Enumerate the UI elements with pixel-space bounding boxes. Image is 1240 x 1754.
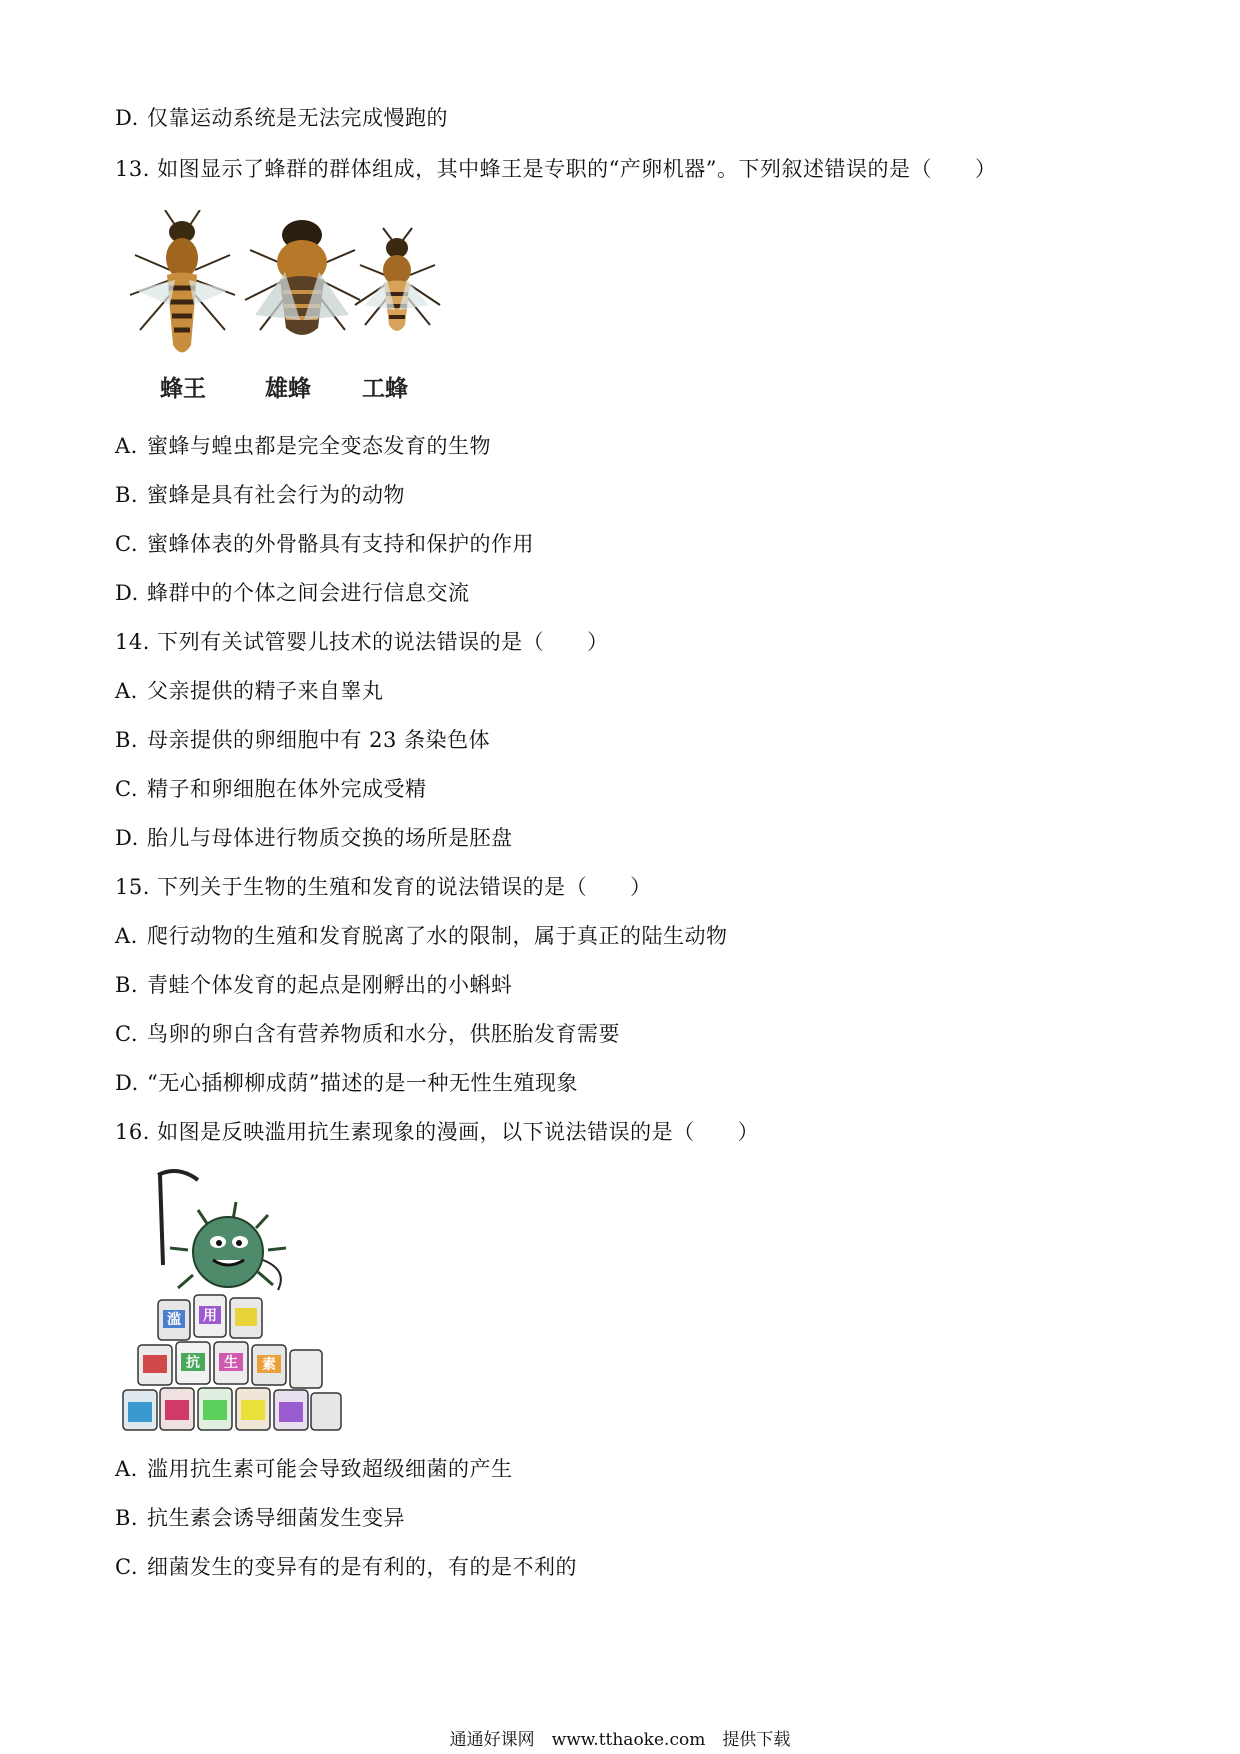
option-letter: B. (115, 1506, 139, 1530)
option-text: 父亲提供的精子来自睾丸 (147, 679, 384, 703)
option-letter: C. (115, 1022, 138, 1046)
cartoon-char-kang: 抗 (186, 1355, 200, 1371)
option-text: 蜂群中的个体之间会进行信息交流 (147, 581, 470, 605)
option-letter: A. (115, 434, 138, 458)
queen-bee-image (130, 210, 235, 353)
q16-option-c (115, 1553, 577, 1581)
q14-option-d (115, 824, 513, 852)
option-letter: D. (115, 581, 139, 605)
q14-option-b (115, 726, 490, 754)
cartoon-char-lan: 滥 (167, 1312, 181, 1328)
bee-colony-figure (115, 210, 475, 410)
queen-bee-label: 蜂王 (160, 376, 206, 402)
q13-option-a (115, 432, 491, 460)
question-14-stem: 14. 下列有关试管婴儿技术的说法错误的是（ ） (115, 630, 609, 654)
option-text: 仅靠运动系统是无法完成慢跑的 (147, 106, 448, 130)
option-text: 蜜蜂与蝗虫都是完全变态发育的生物 (147, 434, 491, 458)
worker-bee-label: 工蜂 (362, 376, 408, 402)
option-text: 胎儿与母体进行物质交换的场所是胚盘 (147, 826, 513, 850)
option-letter: C. (115, 777, 138, 801)
option-letter: C. (115, 532, 138, 556)
q15-option-d (115, 1069, 578, 1097)
option-letter: A. (115, 1457, 138, 1481)
q16-option-a (115, 1455, 513, 1483)
option-text: 精子和卵细胞在体外完成受精 (147, 777, 427, 801)
option-d (115, 104, 448, 132)
cartoon-char-yong: 用 (203, 1308, 217, 1324)
drone-bee-label: 雄蜂 (265, 376, 311, 402)
q14-option-c (115, 775, 427, 803)
question-16-stem: 16. 如图是反映滥用抗生素现象的漫画，以下说法错误的是（ ） (115, 1120, 760, 1144)
question-15-stem: 15. 下列关于生物的生殖和发育的说法错误的是（ ） (115, 875, 652, 899)
cartoon-char-sheng: 生 (224, 1355, 238, 1371)
option-letter: D. (115, 826, 139, 850)
option-text: 母亲提供的卵细胞中有 23 条染色体 (147, 728, 491, 752)
option-letter: B. (115, 973, 139, 997)
option-text: 鸟卵的卵白含有营养物质和水分，供胚胎发育需要 (147, 1022, 620, 1046)
option-letter: B. (115, 483, 139, 507)
option-letter: B. (115, 728, 139, 752)
antibiotic-cartoon-image (118, 1160, 348, 1435)
q15-option-c (115, 1020, 620, 1048)
q16-option-b (115, 1504, 405, 1532)
q13-option-b (115, 481, 405, 509)
q13-option-c (115, 530, 534, 558)
option-text: 细菌发生的变异有的是有利的，有的是不利的 (147, 1555, 577, 1579)
q13-option-d (115, 579, 470, 607)
option-letter: D. (115, 1071, 139, 1095)
option-text: 青蛙个体发育的起点是刚孵出的小蝌蚪 (147, 973, 513, 997)
q14-option-a (115, 677, 384, 705)
worker-bee-image (355, 228, 440, 331)
option-text: 蜜蜂是具有社会行为的动物 (147, 483, 405, 507)
option-text: “无心插柳柳成荫”描述的是一种无性生殖现象 (147, 1071, 578, 1095)
q15-option-b (115, 971, 513, 999)
option-text: 蜜蜂体表的外骨骼具有支持和保护的作用 (147, 532, 534, 556)
option-letter: A. (115, 679, 138, 703)
q15-option-a (115, 922, 728, 950)
cartoon-char-su: 素 (262, 1357, 276, 1373)
option-text: 爬行动物的生殖和发育脱离了水的限制，属于真正的陆生动物 (147, 924, 728, 948)
page-footer: 通通好课网 www.tthaoke.com 提供下载 (449, 1730, 791, 1750)
drone-bee-image (245, 220, 360, 335)
option-text: 抗生素会诱导细菌发生变异 (147, 1506, 405, 1530)
option-letter: A. (115, 924, 138, 948)
option-letter: D. (115, 106, 139, 130)
option-text: 滥用抗生素可能会导致超级细菌的产生 (147, 1457, 513, 1481)
bee-illustration (115, 210, 475, 370)
antibiotic-cartoon-figure (118, 1160, 348, 1435)
question-13-stem: 13. 如图显示了蜂群的群体组成，其中蜂王是专职的“产卵机器”。下列叙述错误的是（ ） (115, 157, 997, 181)
option-letter: C. (115, 1555, 138, 1579)
